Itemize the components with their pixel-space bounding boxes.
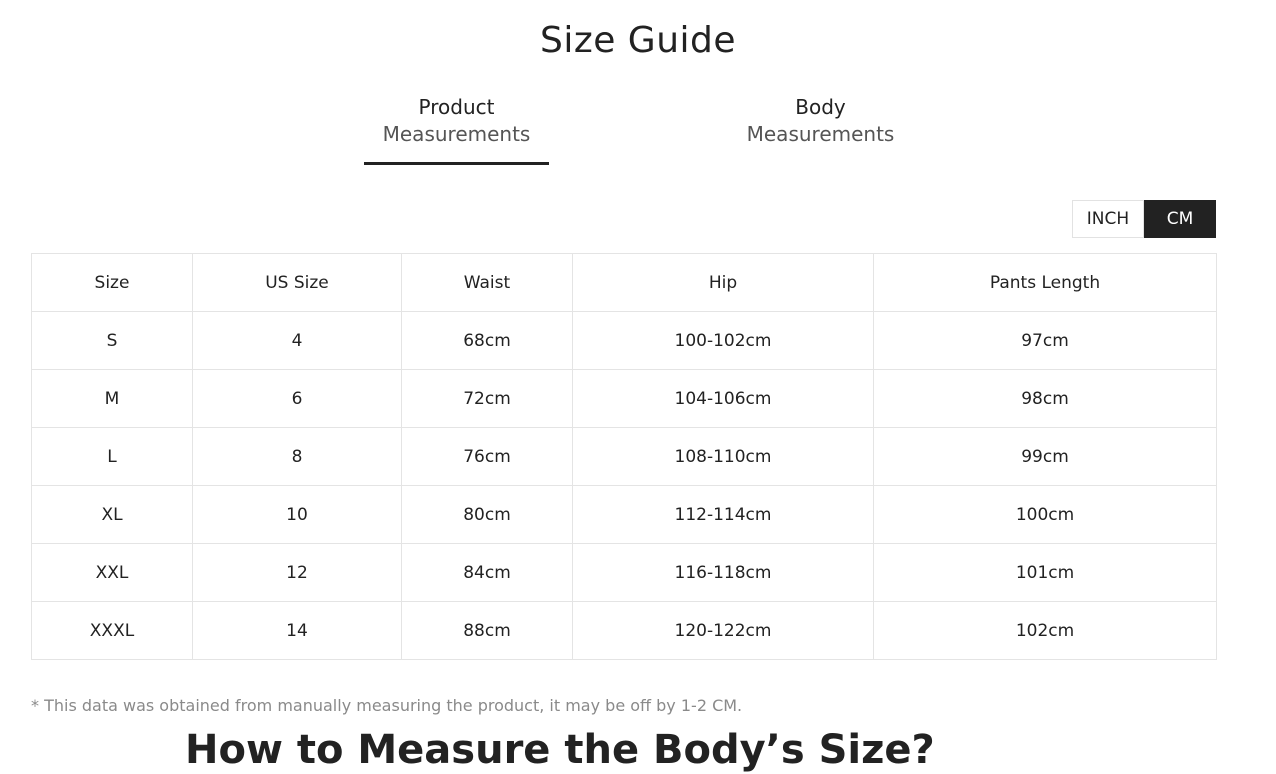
header-size: Size: [32, 254, 193, 312]
cell-us-size: 12: [193, 544, 402, 602]
cell-waist: 88cm: [402, 602, 573, 660]
measurement-disclaimer: * This data was obtained from manually measuring the product, it may be off by 1-2 CM.: [31, 696, 743, 715]
table-row: [32, 602, 1217, 660]
table-row: [32, 544, 1217, 602]
cell-us-size: 14: [193, 602, 402, 660]
cell-hip: 112-114cm: [573, 486, 874, 544]
table-row: [32, 486, 1217, 544]
cm-unit-button[interactable]: CM: [1144, 200, 1216, 238]
cell-size: XXXL: [32, 602, 193, 660]
cell-us-size: 4: [193, 312, 402, 370]
cell-waist: 68cm: [402, 312, 573, 370]
table-header-row: [32, 254, 1217, 312]
tab-product-measurements[interactable]: [364, 94, 549, 148]
table-row: [32, 428, 1217, 486]
cell-size: XL: [32, 486, 193, 544]
cell-waist: 80cm: [402, 486, 573, 544]
inch-unit-button[interactable]: INCH: [1072, 200, 1144, 238]
header-hip: Hip: [573, 254, 874, 312]
header-waist: Waist: [402, 254, 573, 312]
cell-size: S: [32, 312, 193, 370]
cell-size: L: [32, 428, 193, 486]
cell-waist: 76cm: [402, 428, 573, 486]
tab-product-label-line1: Product: [418, 95, 495, 119]
cell-pants-length: 98cm: [874, 370, 1217, 428]
cell-pants-length: 101cm: [874, 544, 1217, 602]
tab-body-label-line2: Measurements: [746, 122, 895, 146]
cell-size: XXL: [32, 544, 193, 602]
cell-hip: 120-122cm: [573, 602, 874, 660]
header-us-size: US Size: [193, 254, 402, 312]
header-pants-length: Pants Length: [874, 254, 1217, 312]
cell-us-size: 8: [193, 428, 402, 486]
cell-us-size: 10: [193, 486, 402, 544]
tab-body-measurements[interactable]: [728, 94, 913, 148]
active-tab-underline: [364, 162, 549, 165]
cell-size: M: [32, 370, 193, 428]
cell-hip: 108-110cm: [573, 428, 874, 486]
cell-waist: 72cm: [402, 370, 573, 428]
unit-toggle: [1072, 200, 1216, 238]
cell-pants-length: 99cm: [874, 428, 1217, 486]
size-table: [31, 253, 1217, 660]
page-title: Size Guide: [539, 20, 737, 61]
cell-hip: 116-118cm: [573, 544, 874, 602]
cell-pants-length: 97cm: [874, 312, 1217, 370]
cell-pants-length: 102cm: [874, 602, 1217, 660]
tab-body-label-line1: Body: [795, 95, 846, 119]
table-row: [32, 370, 1217, 428]
cell-hip: 104-106cm: [573, 370, 874, 428]
how-to-measure-heading: How to Measure the Body’s Size?: [185, 727, 935, 773]
cell-pants-length: 100cm: [874, 486, 1217, 544]
table-row: [32, 312, 1217, 370]
cell-waist: 84cm: [402, 544, 573, 602]
tab-product-label-line2: Measurements: [382, 122, 531, 146]
cell-hip: 100-102cm: [573, 312, 874, 370]
measurement-tabs: [0, 94, 1220, 174]
cell-us-size: 6: [193, 370, 402, 428]
